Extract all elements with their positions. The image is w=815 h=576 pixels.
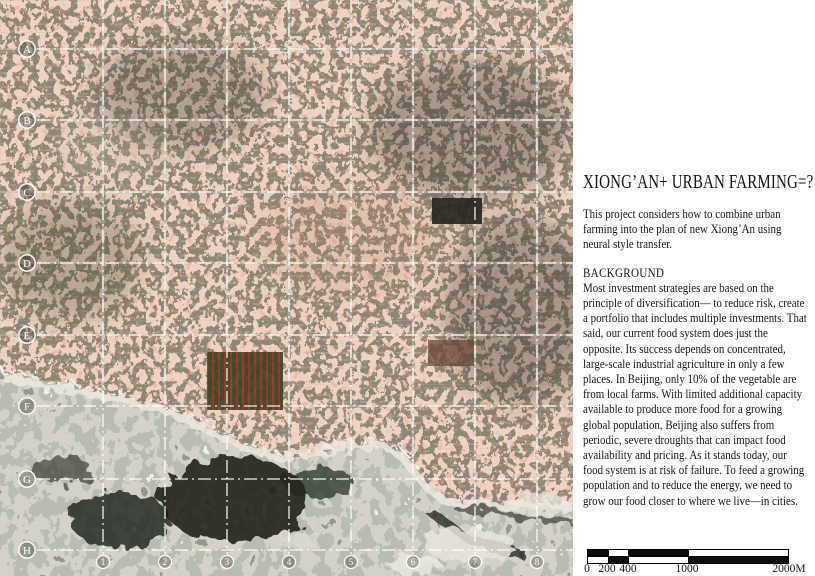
scale-bar-labels [0, 563, 815, 576]
scale-label: 400 [619, 563, 637, 575]
grid-col-label: 8 [534, 557, 540, 568]
background-heading: BACKGROUND [583, 265, 665, 280]
grid-col-label: 2 [162, 557, 168, 568]
text-panel [573, 0, 815, 576]
background-body: Most investment strategies are based on the principle of diversification— to reduce risk, create a portfolio that includes multiple investments. That said, our current food system does just the opposite. Its success depends on concentrated, large-scale industrial agriculture in only a few places. In Beijing, only 10% of the vegetable are from local farms. With limited additional capacity available to produce more food for a growing global population, Beijing also suffers from periodic, severe droughts that can impact food availability and pricing. As it stands today, our food system is at risk of failure. To feed a growing population and to reduce the energy, we need to grow our food closer to where we live—in cities. [583, 280, 807, 508]
grid-col-label: 5 [348, 557, 354, 568]
grid-row-label: D [23, 257, 31, 270]
grid-col-label: 6 [410, 557, 416, 568]
scale-label: 200 [598, 563, 616, 575]
page-title: XIONG’AN+ URBAN FARMING=? [583, 171, 814, 193]
grid-col-label: 1 [100, 557, 106, 568]
map-scale-bar [587, 549, 789, 564]
grid-col-label: 4 [286, 557, 292, 568]
grid-row-label: G [23, 473, 31, 486]
grid-col-label: 7 [472, 557, 478, 568]
project-intro: This project considers how to combine urban farming into the plan of new Xiong’An using neural style transfer. [583, 207, 782, 252]
grid-row-label: C [23, 186, 31, 199]
scale-bar-top-row [588, 550, 788, 557]
scale-label: 0 [584, 563, 590, 575]
scale-segment [628, 550, 688, 556]
grid-row-label: A [23, 43, 31, 56]
scale-segment [588, 550, 608, 556]
scale-segment [608, 550, 628, 556]
scale-label: 2000M [772, 563, 806, 575]
grid-row-label: E [23, 329, 31, 342]
scale-segment [688, 550, 788, 556]
grid-row-label: H [23, 544, 31, 557]
grid-col-label: 3 [224, 557, 230, 568]
grid-row-label: F [23, 400, 31, 413]
scale-label: 1000 [675, 563, 699, 575]
grid-row-label: B [23, 114, 31, 127]
